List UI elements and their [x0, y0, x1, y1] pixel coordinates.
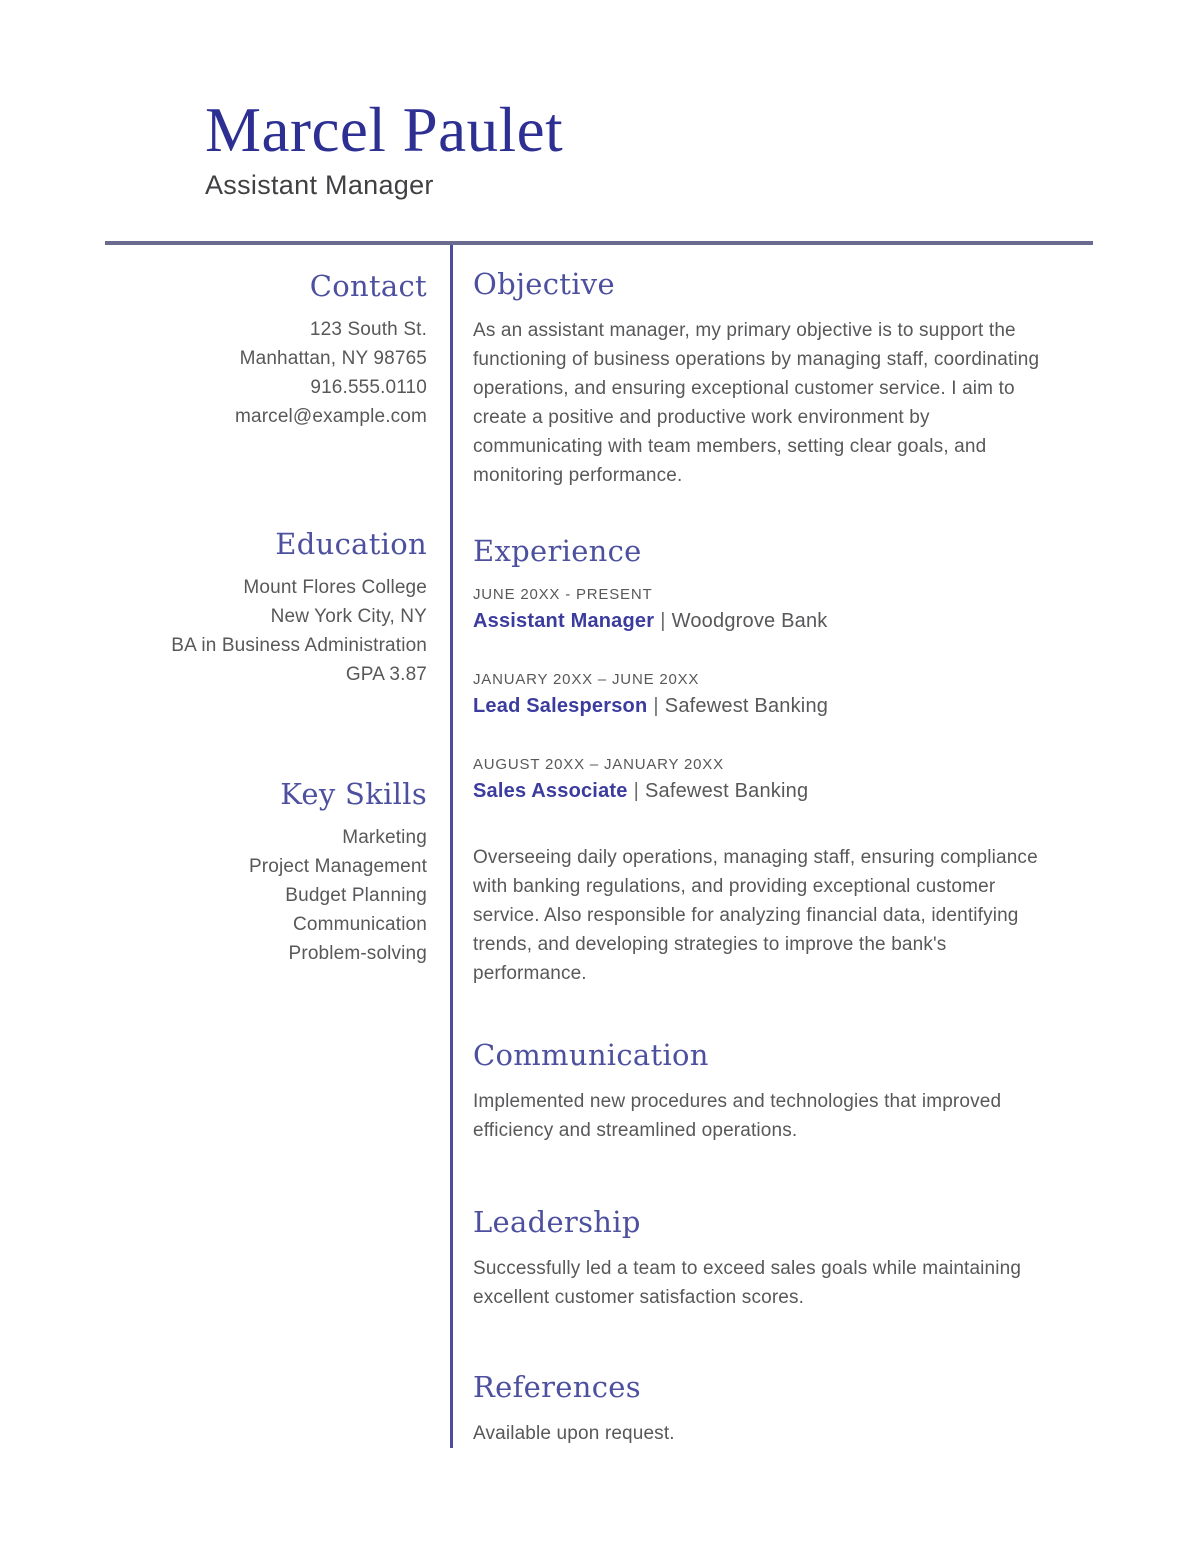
references-heading: References: [473, 1370, 641, 1405]
references-body: Available upon request.: [473, 1423, 675, 1445]
communication-heading: Communication: [473, 1038, 709, 1073]
experience-section: [473, 534, 1060, 988]
key-skills-heading: Key Skills: [280, 777, 427, 812]
left-column: [105, 245, 450, 1448]
skill-item: Problem-solving: [288, 943, 427, 965]
skill-item: Communication: [293, 914, 427, 936]
job-title: Assistant Manager: [473, 610, 655, 633]
contact-heading: Contact: [309, 269, 427, 304]
references-section: [473, 1370, 1060, 1448]
job-dates: JANUARY 20XX – JUNE 20XX: [473, 671, 700, 689]
education-location: New York City, NY: [270, 606, 427, 628]
right-column: [453, 245, 1200, 1448]
communication-section: [473, 1038, 1060, 1145]
objective-body: As an assistant manager, my primary objective is to support the functioning of business operations by managing staff, coordinating operations, and ensuring exceptional customer service. I aim to create a positive and productive work environment by communicating with team members, setting clear goals, and monitoring performance.: [473, 320, 1040, 487]
objective-heading: Objective: [473, 267, 615, 302]
job-company: Woodgrove Bank: [671, 610, 828, 633]
job-dates: AUGUST 20XX – JANUARY 20XX: [473, 756, 724, 774]
experience-heading: Experience: [473, 534, 642, 569]
skill-item: Budget Planning: [285, 885, 427, 907]
job-title: Lead Salesperson: [473, 695, 648, 718]
key-skills-section: [105, 777, 427, 968]
job-title-line: [473, 780, 1060, 803]
leadership-heading: Leadership: [473, 1205, 641, 1240]
resume-role: Assistant Manager: [205, 170, 434, 201]
job-company: Safewest Banking: [664, 695, 829, 718]
skill-item: Marketing: [342, 827, 427, 849]
job-title: Sales Associate: [473, 780, 628, 803]
education-section: [105, 527, 427, 689]
contact-email: marcel@example.com: [235, 406, 427, 428]
experience-entry: [473, 671, 1060, 718]
contact-address-line2: Manhattan, NY 98765: [239, 348, 427, 370]
job-dates: JUNE 20XX - PRESENT: [473, 586, 653, 604]
leadership-section: [473, 1205, 1060, 1312]
job-company: Safewest Banking: [644, 780, 809, 803]
experience-entry: [473, 756, 1060, 803]
objective-section: [473, 267, 1060, 490]
resume-header: [0, 0, 1200, 201]
education-school: Mount Flores College: [243, 577, 427, 599]
contact-section: [105, 269, 427, 431]
experience-entry: [473, 586, 1060, 633]
experience-summary: Overseeing daily operations, managing staff, ensuring compliance with banking regulations, and providing exceptional customer service. Also responsible for analyzing financial data, identifying trends, and developing strategies to improve the bank's performance.: [473, 847, 1038, 985]
skill-item: Project Management: [248, 856, 427, 878]
resume-name: Marcel Paulet: [205, 95, 564, 165]
leadership-body: Successfully led a team to exceed sales goals while maintaining excellent customer satisfaction scores.: [473, 1258, 1022, 1309]
job-separator: |: [633, 780, 639, 803]
communication-body: Implemented new procedures and technologies that improved efficiency and streamlined operations.: [473, 1091, 1002, 1142]
job-separator: |: [653, 695, 659, 718]
contact-phone: 916.555.0110: [310, 377, 427, 399]
contact-address-line1: 123 South St.: [309, 319, 427, 341]
job-title-line: [473, 610, 1060, 633]
education-gpa: GPA 3.87: [345, 664, 427, 686]
job-title-line: [473, 695, 1060, 718]
resume-body: [105, 245, 1200, 1448]
education-heading: Education: [275, 527, 427, 562]
job-separator: |: [660, 610, 666, 633]
education-degree: BA in Business Administration: [171, 635, 427, 657]
